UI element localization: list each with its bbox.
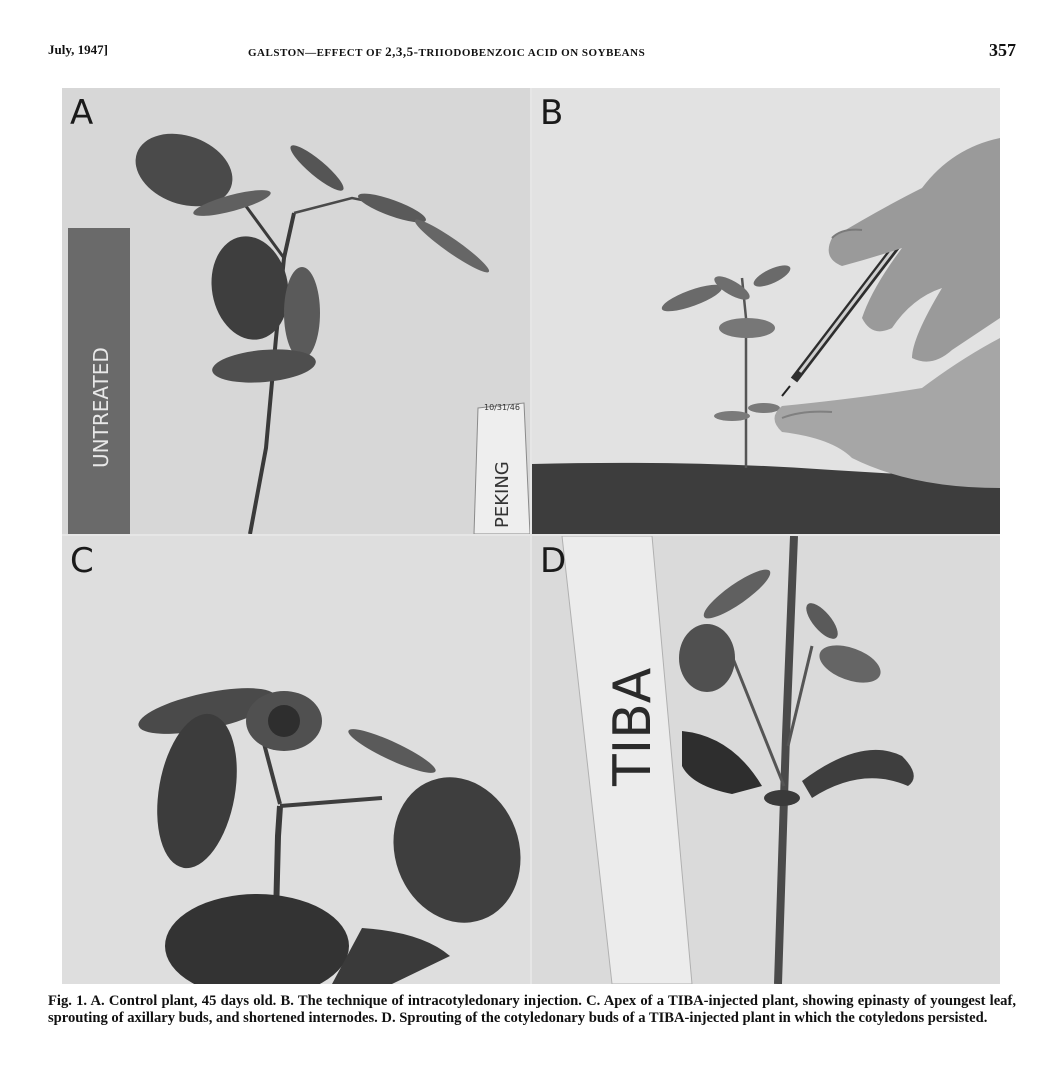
panel-b-photo xyxy=(532,88,1000,534)
panel-d-photo xyxy=(532,536,1000,984)
running-title-prefix: GALSTON—EFFECT OF xyxy=(248,47,386,59)
panel-a xyxy=(62,88,530,534)
peking-stake-label: PEKING xyxy=(492,461,513,528)
panel-d-letter: D xyxy=(540,541,567,581)
panel-b-letter: B xyxy=(540,93,564,133)
panel-b xyxy=(532,88,1000,534)
panel-c xyxy=(62,536,530,984)
panel-c-letter: C xyxy=(70,541,94,581)
panel-d xyxy=(532,536,1000,984)
issue-date: July, 1947] xyxy=(48,42,108,57)
running-head xyxy=(48,40,1016,64)
panel-a-photo xyxy=(62,88,530,534)
peking-stake-date: 10/31/46 xyxy=(484,403,520,412)
panel-a-letter: A xyxy=(70,93,94,133)
page-number: 357 xyxy=(989,40,1016,60)
panel-c-photo xyxy=(62,536,530,984)
running-title-compound: 2,3,5- xyxy=(385,44,419,59)
article-running-title xyxy=(248,44,645,60)
running-title-rest: TRIIODOBENZOIC ACID ON SOYBEANS xyxy=(418,47,646,59)
untreated-stake-label: UNTREATED xyxy=(89,347,113,468)
tiba-stake-label: TIBA xyxy=(603,667,663,786)
figure-caption: Fig. 1. A. Control plant, 45 days old. B. The technique of intracotyledonary injection. C. Apex of a TIBA-injected plant, showing epinasty of youngest leaf, sprouting of axillary buds, and shortened internodes. D. Sprouting of the cotyledonary buds of a TIBA-injected plant in which the cotyledons persisted. xyxy=(48,993,1016,1026)
figure-plate xyxy=(62,88,1000,984)
